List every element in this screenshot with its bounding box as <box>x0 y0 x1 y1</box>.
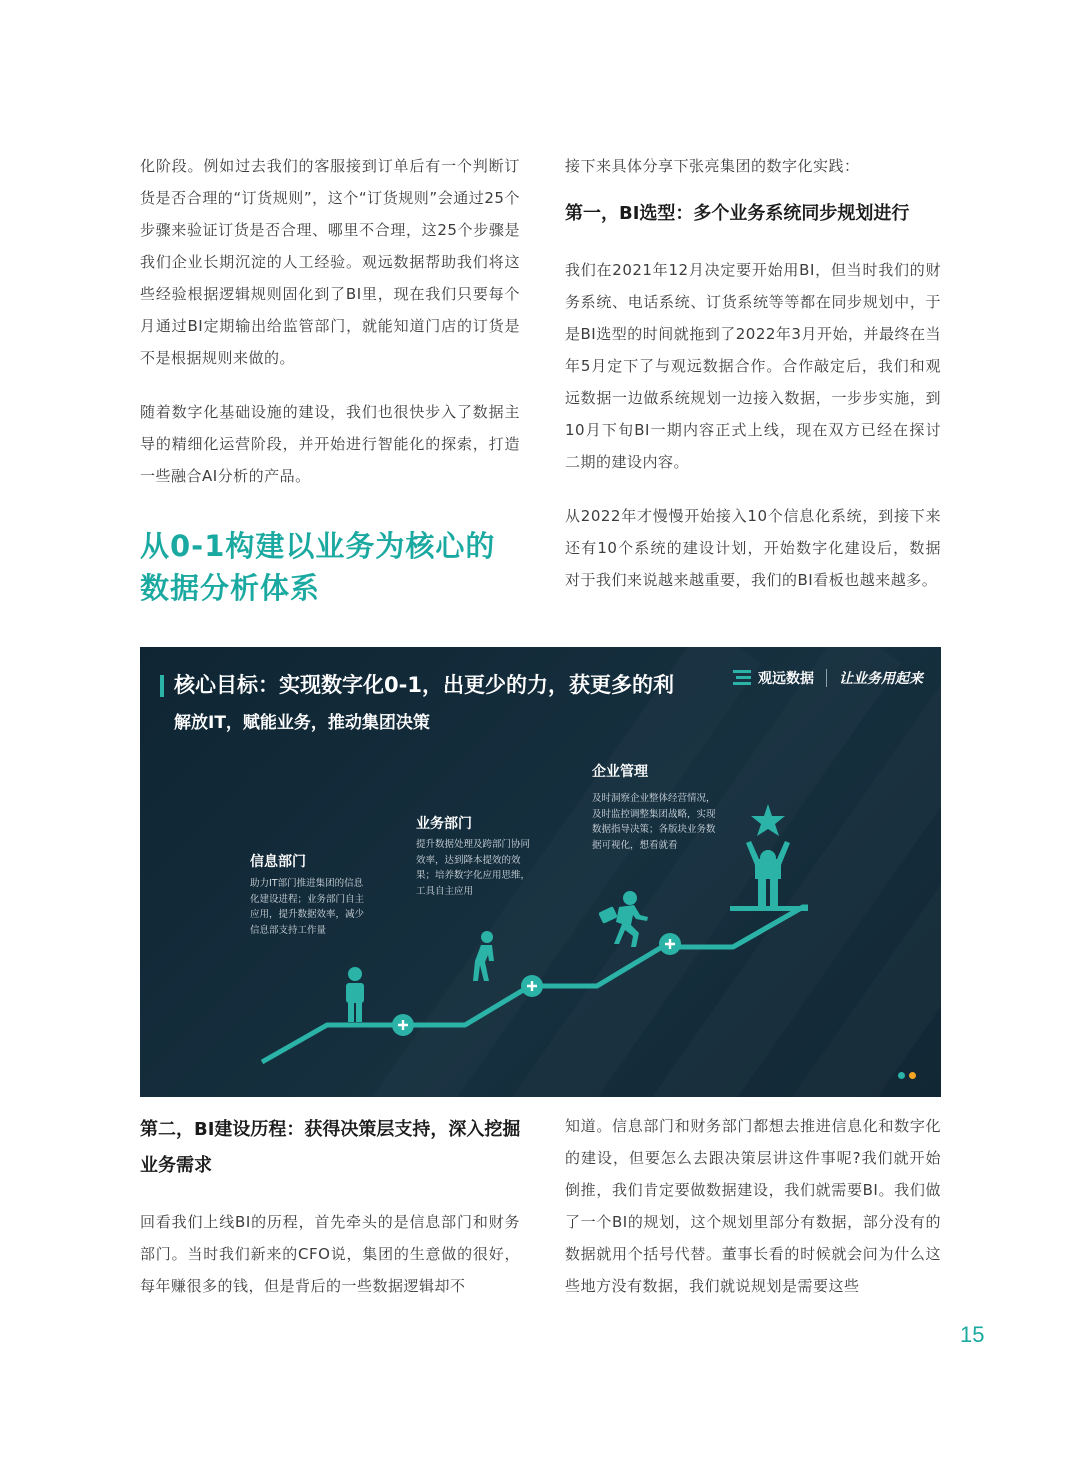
subheading-bi-selection: 第一，BI选型：多个业务系统同步规划进行 <box>565 203 910 224</box>
person-standing-icon <box>346 967 364 1022</box>
teal-dot <box>898 1072 905 1079</box>
subheading-bi-history: 第二，BI建设历程：获得决策层支持，深入挖掘业务需求 <box>140 1119 521 1176</box>
slide-subtitle: 解放IT，赋能业务，推动集团决策 <box>174 713 430 733</box>
top-platform <box>730 906 808 911</box>
step-desc-business-dept: 提升数据处理及跨部门协同效率，达到降本提效的效果；培养数字化应用思维，工具自主应用 <box>416 839 531 897</box>
plus-node-icon <box>392 1014 414 1036</box>
person-walking-icon <box>473 931 494 981</box>
logo-slogan: 让业务用起来 <box>839 671 923 687</box>
paragraph-bi-timeline: 我们在2021年12月决定要开始用BI，但当时我们的财务系统、电话系统、订货系统等等都在同步规划中，于是BI选型的时间就拖到了2022年3月开始，并最终在当年5月定下了与观远数据合作。合作敲定后，我们和观远数据一边做系统规划一边接入数据，一步步实施，到10月下旬BI一期内容正式上线，现在双方已经在探讨二期的建设内容。 <box>565 261 941 471</box>
star-icon <box>751 804 785 836</box>
step-title-management: 企业管理 <box>592 764 648 780</box>
section-heading: 从0-1构建以业务为核心的数据分析体系 <box>140 529 496 605</box>
paragraph-systems-growth: 从2022年才慢慢开始接入10个信息化系统，到接下来还有10个系统的建设计划，开始数字化建设后，数据对于我们来说越来越重要，我们的BI看板也越来越多。 <box>565 507 941 589</box>
step-desc-management: 及时洞察企业整体经营情况，及时监控调整集团战略，实现数据指导决策；各版块业务数据可视化，想看就看 <box>592 793 716 851</box>
growth-staircase <box>140 647 941 1097</box>
slide-title: 核心目标：实现数字化0-1，出更少的力，获更多的利 <box>174 673 674 697</box>
paragraph-bi-history: 回看我们上线BI的历程，首先牵头的是信息部门和财务部门。当时我们新来的CFO说，集团的生意做的很好，每年赚很多的钱，但是背后的一些数据逻辑却不 <box>140 1213 520 1295</box>
paragraph-order-rules: 化阶段。例如过去我们的客服接到订单后有一个判断订货是否合理的“订货规则”，这个“订货规则”会通过25个步骤来验证订货是否合理、哪里不合理，这25个步骤是我们企业长期沉淀的人工经验。观远数据帮助我们将这些经验根据逻辑规则固化到了BI里，现在我们只要每个月通过BI定期输出给监管部门，就能知道门店的订货是不是根据规则来做的。 <box>140 157 520 367</box>
step-desc-info-dept: 助力IT部门推进集团的信息化建设进程；业务部门自主应用，提升数据效率，减少信息部支持工作量 <box>250 878 365 936</box>
logo-name: 观远数据 <box>758 671 814 687</box>
core-goal-slide <box>140 647 941 1097</box>
orange-dot <box>909 1072 916 1079</box>
step-title-info-dept: 信息部门 <box>250 854 306 870</box>
slide-dots <box>898 1072 916 1079</box>
person-running-briefcase-icon <box>598 891 648 947</box>
page-number: 15 <box>960 1322 985 1347</box>
person-celebrating-icon <box>746 841 790 907</box>
paragraph-bi-planning: 知道。信息部门和财务部门都想去推进信息化和数字化的建设，但要怎么去跟决策层讲这件事呢?我们就开始倒推，我们肯定要做数据建设，我们就需要BI。我们做了一个BI的规划，这个规划里部分有数据，部分没有的数据就用个括号代替。董事长看的时候就会问为什么这些地方没有数据，我们就说规划是需要这些 <box>565 1117 941 1295</box>
paragraph-refined-operations: 随着数字化基础设施的建设，我们也很快步入了数据主导的精细化运营阶段，并开始进行智能化的探索，打造一些融合AI分析的产品。 <box>140 403 520 485</box>
plus-node-icon <box>521 975 543 997</box>
plus-node-icon <box>659 933 681 955</box>
paragraph-intro: 接下来具体分享下张亮集团的数字化实践： <box>565 157 860 175</box>
step-title-business-dept: 业务部门 <box>416 816 472 832</box>
